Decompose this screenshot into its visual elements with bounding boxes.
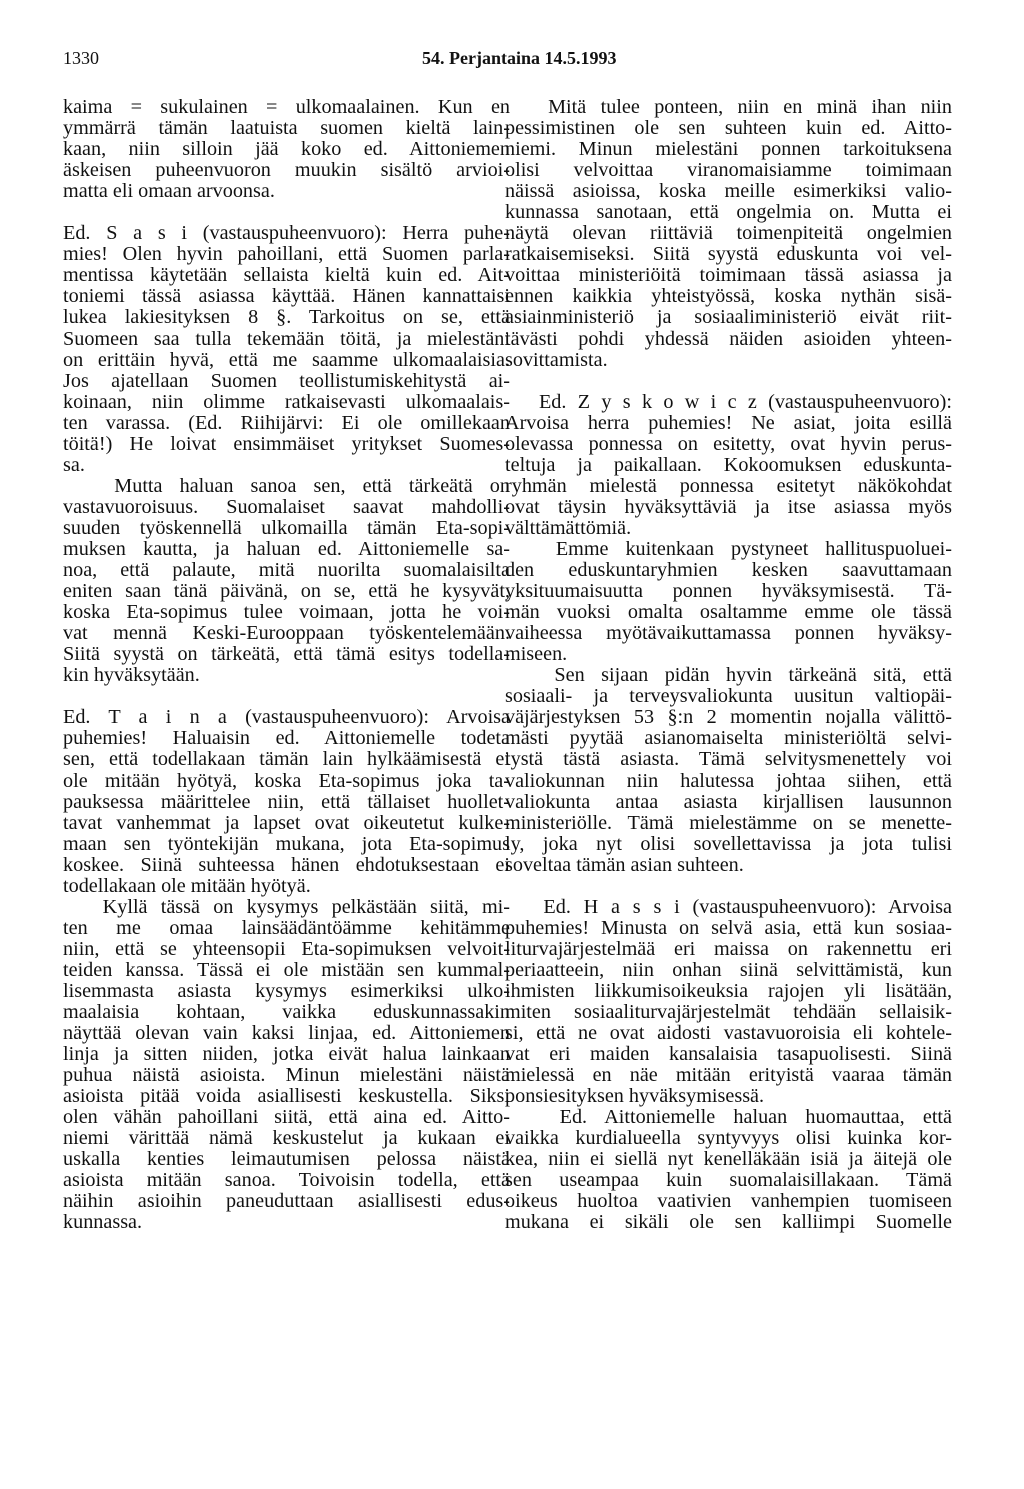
left-column <box>63 97 510 1234</box>
text-line: väjärjestyksen 53 §:n 2 momentin nojalla välittö- <box>505 706 952 729</box>
text-line: vaikka kurdialueella syntyvyys olisi kuinka kor- <box>505 1127 952 1150</box>
text-line: ovat täysin hyväksyttäviä ja itse asiassa myös <box>505 495 952 518</box>
text-line: valiokunnan niin halutessa johtaa siihen, että <box>505 769 952 792</box>
text-line: sen useampaa kuin suomalaisillakaan. Tämä <box>505 1169 952 1192</box>
text-line: sovittamista. <box>505 348 608 371</box>
text-line: kea, niin ei siellä nyt kenelläkään isiä ja äitejä ole <box>505 1148 952 1171</box>
text-line: maalaisia kohtaan, vaikka eduskunnassakin <box>63 1001 510 1024</box>
text-line: kaima = sukulainen = ulkomaalainen. Kun en <box>63 96 510 118</box>
text-line: kin hyväksytään. <box>63 664 200 687</box>
text-line: asioista pitää voida asiallisesti keskustella. Siksi <box>63 1085 510 1108</box>
text-line: pessimistinen ole sen suhteen kuin ed. Aitto- <box>505 117 952 140</box>
text-line: teiden kanssa. Tässä ei ole mistään sen kummal- <box>63 958 510 981</box>
text-line: näihin asioihin paneuduttaan asiallisesti edus- <box>63 1190 510 1213</box>
text-line: on erittäin hyvä, että me saamme ulkomaalaisia. <box>63 348 510 371</box>
paragraph-gap <box>505 876 952 897</box>
text-line: äskeisen puheenvuoron muukin sisältö arvioi- <box>63 159 510 182</box>
text-line: Suomeen saa tulla tekemään töitä, ja mielestäni <box>63 327 510 350</box>
text-line: yksituumaisuutta ponnen hyväksymisestä. Tä- <box>505 580 952 603</box>
text-line: Mitä tulee ponteen, niin en minä ihan niin <box>505 96 952 118</box>
text-line: koska Eta-sopimus tulee voimaan, jotta he voi- <box>63 601 510 624</box>
text-line: Siitä syystä on tärkeätä, että tämä esitys todella- <box>63 643 510 666</box>
text-line: valiokunta antaa asiasta kirjallisen lausunnon <box>505 790 952 813</box>
text-line: kaan, niin silloin jää koko ed. Aittoniemen <box>63 138 510 161</box>
text-line: män vuoksi omalta osaltamme emme ole tässä <box>505 601 952 624</box>
text-line: Jos ajatellaan Suomen teollistumiskehitystä ai- <box>63 369 510 392</box>
text-line: sen, että todellakaan tämän lain hylkäämisestä ei <box>63 748 510 771</box>
text-line: ten me omaa lainsäädäntöämme kehitämme <box>63 916 510 939</box>
text-line: muksen kautta, ja haluan ed. Aittoniemelle sa- <box>63 537 510 560</box>
text-line: niemi värittää nämä keskustelut ja kukaan ei <box>63 1127 510 1150</box>
text-line: niin, että se yhteensopii Eta-sopimuksen velvoit- <box>63 937 510 960</box>
text-line: Sen sijaan pidän hyvin tärkeänä sitä, että <box>505 664 952 687</box>
text-line: olisi velvoittaa viranomaisiamme toimimaan <box>505 159 952 182</box>
text-line: ennen kaikkia yhteistyössä, koska nythän sisä- <box>505 285 952 308</box>
text-line: linja ja sitten niiden, jotka eivät halua lainkaan <box>63 1043 510 1066</box>
text-line: teltuja ja paikallaan. Kokoomuksen eduskunta- <box>505 453 952 476</box>
text-line: vastavuoroisuus. Suomalaiset saavat mahdolli- <box>63 495 510 518</box>
text-line: Ed. Aittoniemelle haluan huomauttaa, että <box>505 1106 952 1129</box>
text-line: kunnassa sanotaan, että ongelmia on. Mutta ei <box>505 201 952 224</box>
text-line: ratkaisemiseksi. Siitä syystä eduskunta voi vel- <box>505 243 952 266</box>
text-line: soveltaa tämän asian suhteen. <box>505 853 744 876</box>
text-line: koskee. Siinä suhteessa hänen ehdotuksestaan ei <box>63 853 510 876</box>
text-line: tystä tästä asiasta. Tämä selvitysmenettely voi <box>505 748 952 771</box>
text-line: asioista mitään sanoa. Toivoisin todella, että <box>63 1169 510 1192</box>
text-line: sa. <box>63 453 85 476</box>
text-line: eniten saan tänä päivänä, on se, että he kysyvät, <box>63 580 510 603</box>
text-line: pauksessa määrittelee niin, että tällaiset huollet- <box>63 790 510 813</box>
text-line: Ed. T a i n a (vastauspuheenvuoro): Arvoisa <box>63 706 510 729</box>
text-line: ly, joka nyt olisi sovellettavissa ja jota tulisi <box>505 832 952 855</box>
paragraph-gap <box>63 686 510 707</box>
text-line: ymmärrä tämän laatuista suomen kieltä lain- <box>63 117 510 140</box>
text-line: lisemmasta asiasta kysymys esimerkiksi ulko- <box>63 979 510 1002</box>
text-line: mies! Olen hyvin pahoillani, että Suomen parla- <box>63 243 510 266</box>
text-line: puhua näistä asioista. Minun mielestäni näistä <box>63 1064 510 1087</box>
text-line: näyttää olevan vain kaksi linjaa, ed. Aittoniemen <box>63 1022 510 1045</box>
text-line: noa, että palaute, mitä nuorilta suomalaisilta <box>63 559 510 582</box>
text-line: lukea lakiesityksen 8 §. Tarkoitus on se, että <box>63 306 510 329</box>
text-line: liturvajärjestelmää eri maissa on rakennettu eri <box>505 937 952 960</box>
text-line: Kyllä tässä on kysymys pelkästään siitä, mi- <box>63 895 510 918</box>
text-line: ten varassa. (Ed. Riihijärvi: Ei ole omillekaan <box>63 411 510 434</box>
session-header: 54. Perjantaina 14.5.1993 <box>422 48 617 68</box>
text-line: asiainministeriö ja sosiaaliministeriö eivät riit- <box>505 306 952 329</box>
text-line: Emme kuitenkaan pystyneet hallituspuoluei- <box>505 537 952 560</box>
paragraph-gap <box>63 202 510 223</box>
text-line: sosiaali- ja terveysvaliokunta uusitun valtiopäi- <box>505 685 952 708</box>
text-line: toniemi tässä asiassa käyttää. Hänen kannattaisi <box>63 285 510 308</box>
text-line: oikeus huoltoa vaativien vanhempien tuomiseen <box>505 1190 952 1213</box>
text-line: Mutta haluan sanoa sen, että tärkeätä on <box>63 474 510 497</box>
text-line: tavat vanhemmat ja lapset ovat oikeutetut kulke- <box>63 811 510 834</box>
paragraph-gap <box>505 371 952 392</box>
text-line: voittaa ministeriöitä toimimaan tässä asiassa ja <box>505 264 952 287</box>
text-line: vaiheessa myötävaikuttamassa ponnen hyväksy- <box>505 622 952 645</box>
text-line: vat eri maiden kansalaisia tasapuolisesti. Siinä <box>505 1043 952 1066</box>
text-line: Ed. S a s i (vastauspuheenvuoro): Herra puhe- <box>63 222 510 245</box>
text-line: kunnassa. <box>63 1211 143 1234</box>
text-line: miten sosiaaliturvajärjestelmät tehdään sellaisik- <box>505 1001 952 1024</box>
text-line: ole mitään hyötyä, koska Eta-sopimus joka ta- <box>63 769 510 792</box>
text-line: tävästi pohdi yhdessä näiden asioiden yhteen- <box>505 327 952 350</box>
text-line: miseen. <box>505 643 568 666</box>
text-line: näissä asioissa, koska meille esimerkiksi valio- <box>505 180 952 203</box>
text-line: Ed. Z y s k o w i c z (vastauspuheenvuoro): <box>505 390 952 413</box>
text-line: näytä olevan riittäviä toimenpiteitä ongelmien <box>505 222 952 245</box>
right-column <box>505 97 952 1234</box>
text-line: vat mennä Keski-Eurooppaan työskentelemään. <box>63 622 510 645</box>
text-line: olen vähän pahoillani siitä, että aina ed. Aitto- <box>63 1106 510 1129</box>
text-line: puhemies! Minusta on selvä asia, että kun sosiaa- <box>505 916 952 939</box>
text-line: töitä!) He loivat ensimmäiset yritykset Suomes- <box>63 432 510 455</box>
text-line: Arvoisa herra puhemies! Ne asiat, joita esillä <box>505 411 952 434</box>
text-line: ministeriölle. Tämä mielestämme on se menette- <box>505 811 952 834</box>
text-line: den eduskuntaryhmien kesken saavuttamaan <box>505 559 952 582</box>
text-line: ponsiesityksen hyväksymisessä. <box>505 1085 765 1108</box>
text-line: puhemies! Haluaisin ed. Aittoniemelle todeta <box>63 727 510 750</box>
text-line: mästi pyytää asianomaiselta ministeriöltä selvi- <box>505 727 952 750</box>
page-number: 1330 <box>63 48 99 68</box>
text-line: todellakaan ole mitään hyötyä. <box>63 874 311 897</box>
text-line: mentissa käytetään sellaista kieltä kuin ed. Ait- <box>63 264 510 287</box>
text-line: maan sen työntekijän mukana, jota Eta-sopimus <box>63 832 510 855</box>
text-line: Ed. H a s s i (vastauspuheenvuoro): Arvoisa <box>505 895 952 918</box>
text-line: suuden työskennellä ulkomailla tämän Eta-sopi- <box>63 516 510 539</box>
text-line: matta eli omaan arvoonsa. <box>63 180 275 203</box>
text-line: mukana ei sikäli ole sen kalliimpi Suomelle <box>505 1211 952 1234</box>
text-line: periaatteein, niin onhan siinä selvittämistä, kun <box>505 958 952 981</box>
text-line: si, että ne ovat aidosti vastavuoroisia eli kohtele- <box>505 1022 952 1045</box>
text-line: mielessä en näe mitään erityistä vaaraa tämän <box>505 1064 952 1087</box>
text-line: olevassa ponnessa on esitetty, ovat hyvin perus- <box>505 432 952 455</box>
text-line: niemi. Minun mielestäni ponnen tarkoituksena <box>505 138 952 161</box>
text-line: koinaan, niin olimme ratkaisevasti ulkomaalais- <box>63 390 510 413</box>
text-line: välttämättömiä. <box>505 516 632 539</box>
text-line: ryhmän mielestä ponnessa esitetyt näkökohdat <box>505 474 952 497</box>
text-line: uskalla kenties leimautumisen pelossa näistä <box>63 1148 510 1171</box>
text-line: ihmisten liikkumisoikeuksia rajojen yli lisätään, <box>505 979 952 1002</box>
